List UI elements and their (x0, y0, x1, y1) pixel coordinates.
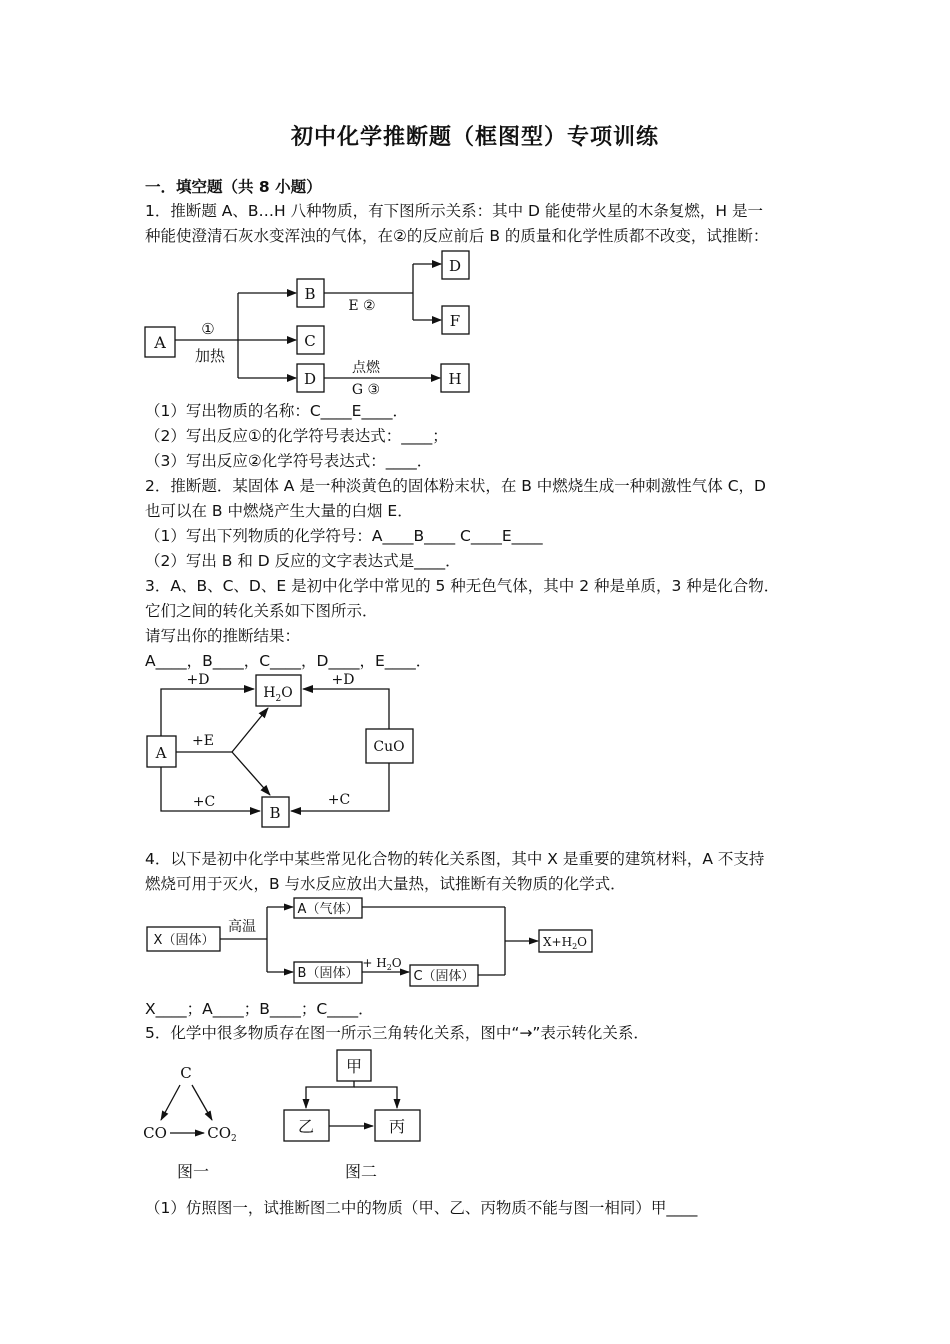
page-title: 初中化学推断题（框图型）专项训练 (290, 125, 659, 150)
q2-part2: （2）写出 B 和 D 反应的文字表达式是____． (145, 552, 461, 570)
q1-part2: （2）写出反应①的化学符号表达式：____； (145, 427, 448, 445)
q1-node-c-label: C (304, 332, 316, 350)
q3-label-plus-d-right: +D (331, 672, 355, 688)
q5-figure-2 (284, 1050, 420, 1181)
q5-fig2-yi: 乙 (297, 1117, 315, 1136)
q1-part3: （3）写出反应②化学符号表达式：____． (145, 452, 433, 470)
q5-figure-1 (143, 1064, 237, 1181)
q1-node-f-label: F (449, 312, 461, 330)
q1-figure (140, 248, 480, 398)
q3-node-a-label: A (155, 744, 167, 762)
q5-part1: （1）仿照图一，试推断图二中的物质（甲、乙、丙物质不能与图一相同）甲____ (145, 1199, 698, 1217)
q3-label-plus-e: +E (192, 733, 214, 749)
q2-stem-line2: 也可以在 B 中燃烧产生大量的白烟 E． (145, 502, 413, 520)
q5-figures (140, 1045, 440, 1185)
q3-label-plus-d-left: +D (186, 672, 210, 688)
q4-stem-line1: 4．以下是初中化学中某些常见化合物的转化关系图，其中 X 是重要的建筑材料，A 不支持 (145, 850, 765, 868)
section-heading: 一．填空题（共 8 小题） (145, 178, 322, 196)
q5-fig1-c: C (180, 1064, 192, 1082)
q3-node-b-label: B (269, 804, 281, 822)
q1-part1: （1）写出物质的名称：C____E____． (145, 402, 408, 420)
q1-stem-line2: 种能使澄清石灰水变浑浊的气体，在②的反应前后 B 的质量和化学性质都不改变，试推断： (145, 227, 769, 245)
q1-label-r1: ① (201, 320, 215, 338)
q4-node-x-h2o-label: $X+H_2O$ (543, 935, 587, 951)
q1-label-g3: G ③ (351, 382, 381, 398)
q4-label-plus-h2o: + $H_2O$ (362, 956, 402, 972)
q1-node-b-label: B (304, 285, 316, 303)
q1-node-d-top-label: D (448, 257, 462, 275)
q3-figure (140, 668, 430, 833)
q4-node-c-label: C（固体） (413, 969, 475, 984)
q1-stem-line1: 1．推断题 A、B…H 八种物质，有下图所示关系：其中 D 能使带火星的木条复燃，H 是一 (145, 202, 763, 220)
q4-stem-line2: 燃烧可用于灭火，B 与水反应放出大量热，试推断有关物质的化学式． (145, 875, 626, 893)
q1-node-h-label: H (448, 370, 462, 388)
q4-node-x-label: X（固体） (153, 933, 215, 948)
q1-label-heat: 加热 (194, 347, 226, 365)
q3-stem-line1: 3．A、B、C、D、E 是初中化学中常见的 5 种无色气体，其中 2 种是单质，3 种是化合物． (145, 577, 780, 595)
q1-node-a-label: A (154, 333, 166, 352)
q5-fig2-jia: 甲 (345, 1057, 363, 1076)
q2-stem-line1: 2．推断题．某固体 A 是一种淡黄色的固体粉末状，在 B 中燃烧生成一种刺激性气体 C，D (145, 477, 766, 495)
q1-label-ignite: 点燃 (352, 360, 380, 376)
q3-label-plus-c-right: +C (327, 792, 351, 808)
q4-node-b-label: B（固体） (297, 966, 359, 981)
q3-node-h2o-label: $H_2O$ (263, 685, 293, 704)
q3-label-plus-c-left: +C (192, 794, 216, 810)
q5-fig1-co2: $CO_2$ (207, 1124, 237, 1144)
q3-node-cuo-label: CuO (373, 739, 405, 755)
q2-part1: （1）写出下列物质的化学符号：A____B____ C____E____ (145, 527, 543, 545)
q3-stem-line3: 请写出你的推断结果： (145, 627, 301, 645)
q5-fig1-caption: 图一 (176, 1162, 210, 1181)
q4-answer-line: X____；A____；B____；C____． (145, 1000, 374, 1018)
q4-label-gaowen: 高温 (228, 919, 256, 935)
q1-node-d-label: D (303, 370, 317, 388)
q5-fig2-caption: 图二 (344, 1162, 378, 1181)
q4-node-a-label: A（气体） (297, 902, 359, 917)
q5-fig1-co: CO (143, 1124, 167, 1142)
q4-figure (140, 895, 600, 995)
q3-answer-line: A____，B____，C____，D____，E____． (145, 652, 432, 670)
q5-stem: 5．化学中很多物质存在图一所示三角转化关系，图中“→”表示转化关系． (145, 1024, 649, 1042)
q3-stem-line2: 它们之间的转化关系如下图所示． (145, 602, 378, 620)
q5-fig2-bing: 丙 (388, 1117, 406, 1136)
q1-label-e2: E ② (348, 298, 376, 314)
